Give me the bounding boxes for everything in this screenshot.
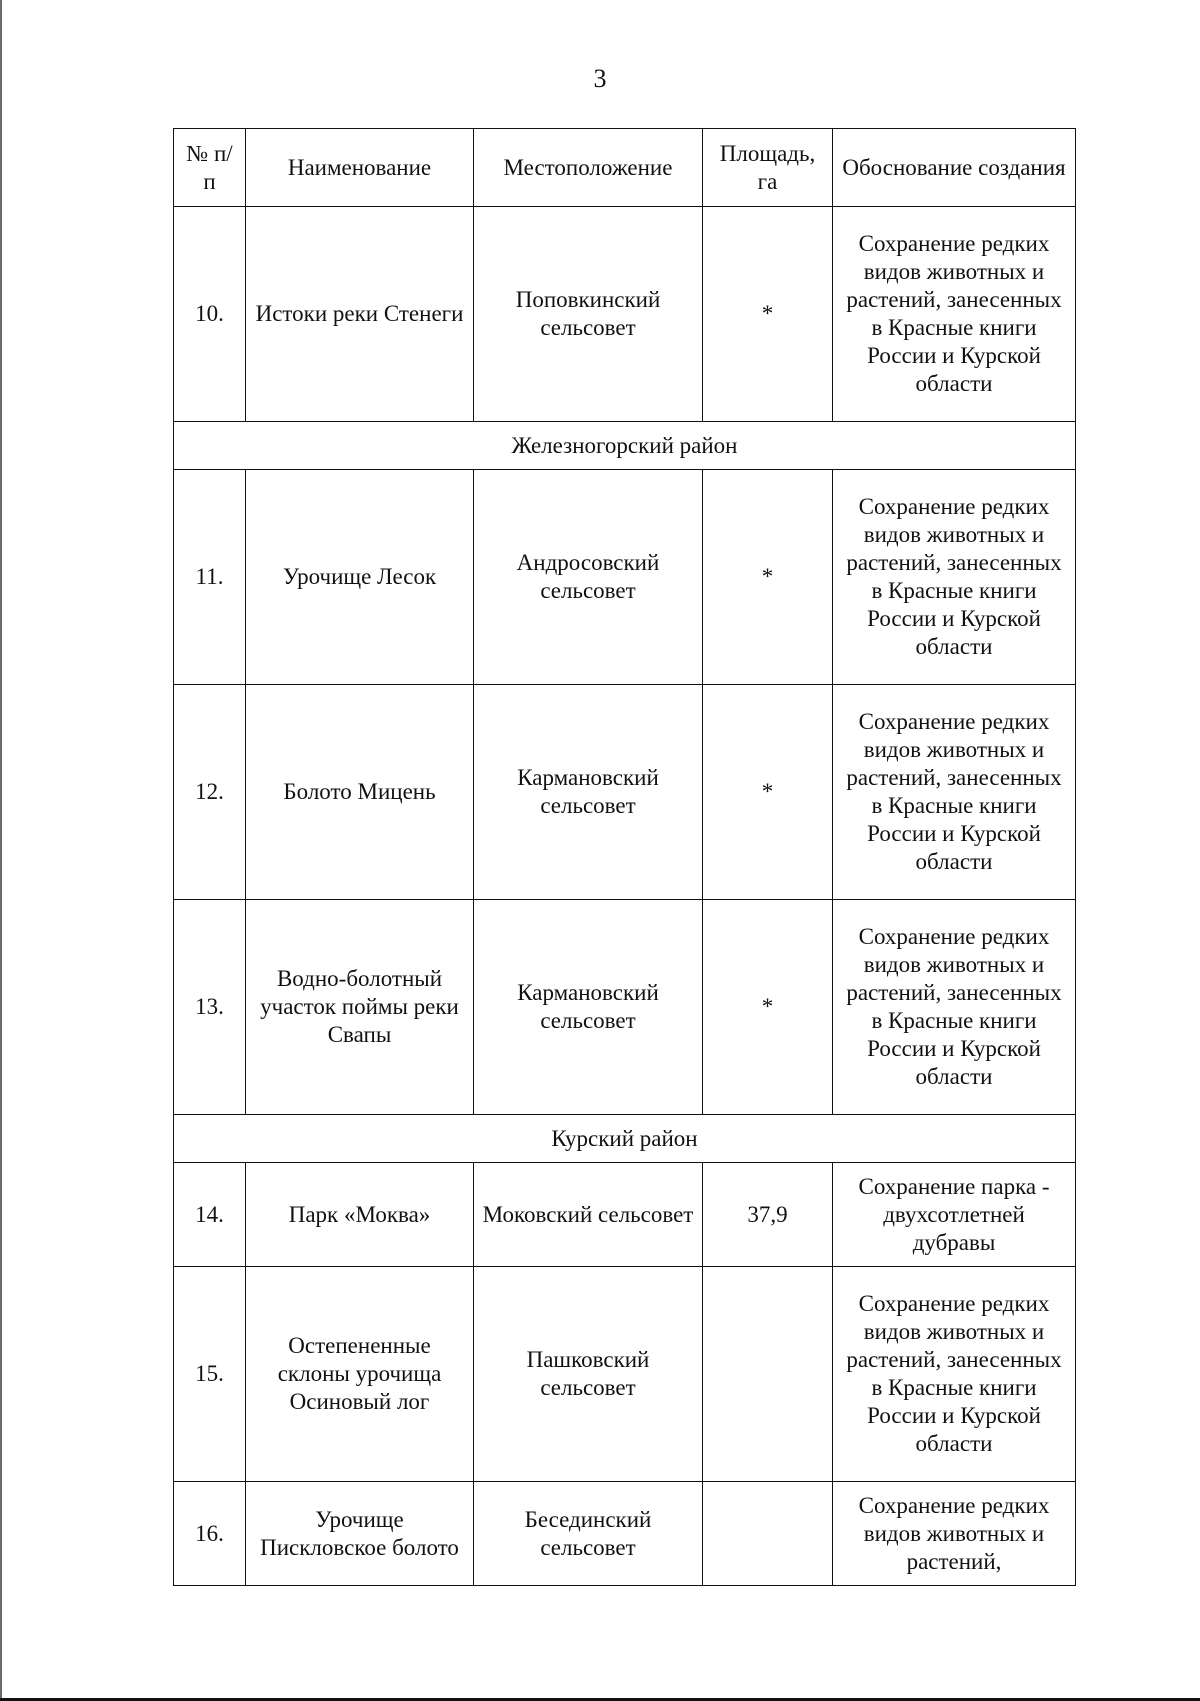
header-basis: Обоснование создания <box>833 129 1076 207</box>
district-row <box>174 1115 1076 1163</box>
table-row <box>174 1267 1076 1482</box>
table-row <box>174 470 1076 685</box>
header-location: Местоположение <box>474 129 703 207</box>
row-location: Моковский сельсовет <box>474 1163 703 1267</box>
row-name: Водно-болотный участок поймы реки Свапы <box>246 900 474 1115</box>
row-location: Поповкинский сельсовет <box>474 207 703 422</box>
row-basis: Сохранение редких видов животных и растений, занесенных в Красные книги России и Курской области <box>833 207 1076 422</box>
protected-areas-table <box>173 128 1076 1586</box>
row-num: 15. <box>174 1267 246 1482</box>
row-area <box>703 1267 833 1482</box>
header-area: Площадь, га <box>703 129 833 207</box>
scan-edge-left <box>0 0 2 1701</box>
row-basis: Сохранение редких видов животных и растений, занесенных в Красные книги России и Курской области <box>833 900 1076 1115</box>
row-location: Кармановский сельсовет <box>474 685 703 900</box>
row-location: Кармановский сельсовет <box>474 900 703 1115</box>
row-area: * <box>703 207 833 422</box>
row-name: Парк «Моква» <box>246 1163 474 1267</box>
row-name: Истоки реки Стенеги <box>246 207 474 422</box>
row-basis: Сохранение парка - двухсотлетней дубравы <box>833 1163 1076 1267</box>
table-row <box>174 1482 1076 1586</box>
row-basis: Сохранение редких видов животных и растений, <box>833 1482 1076 1586</box>
row-num: 12. <box>174 685 246 900</box>
row-name: Остепененные склоны урочища Осиновый лог <box>246 1267 474 1482</box>
row-num: 14. <box>174 1163 246 1267</box>
row-area <box>703 1482 833 1586</box>
row-name: Урочище Пискловское болото <box>246 1482 474 1586</box>
row-num: 11. <box>174 470 246 685</box>
district-row <box>174 422 1076 470</box>
row-area: * <box>703 900 833 1115</box>
row-name: Болото Мицень <box>246 685 474 900</box>
district-title: Курский район <box>174 1115 1076 1163</box>
row-location: Андросовский сельсовет <box>474 470 703 685</box>
row-area: * <box>703 470 833 685</box>
row-basis: Сохранение редких видов животных и растений, занесенных в Красные книги России и Курской области <box>833 1267 1076 1482</box>
header-num: № п/п <box>174 129 246 207</box>
table-row <box>174 685 1076 900</box>
table-row <box>174 207 1076 422</box>
row-name: Урочище Лесок <box>246 470 474 685</box>
row-basis: Сохранение редких видов животных и растений, занесенных в Красные книги России и Курской области <box>833 685 1076 900</box>
page-number: 3 <box>593 64 607 93</box>
row-num: 10. <box>174 207 246 422</box>
table-row <box>174 900 1076 1115</box>
row-basis: Сохранение редких видов животных и растений, занесенных в Красные книги России и Курской области <box>833 470 1076 685</box>
header-name: Наименование <box>246 129 474 207</box>
row-location: Пашковский сельсовет <box>474 1267 703 1482</box>
district-title: Железногорский район <box>174 422 1076 470</box>
table-header-row <box>174 129 1076 207</box>
row-location: Бесединский сельсовет <box>474 1482 703 1586</box>
row-num: 16. <box>174 1482 246 1586</box>
row-area: 37,9 <box>703 1163 833 1267</box>
row-num: 13. <box>174 900 246 1115</box>
row-area: * <box>703 685 833 900</box>
table-row <box>174 1163 1076 1267</box>
